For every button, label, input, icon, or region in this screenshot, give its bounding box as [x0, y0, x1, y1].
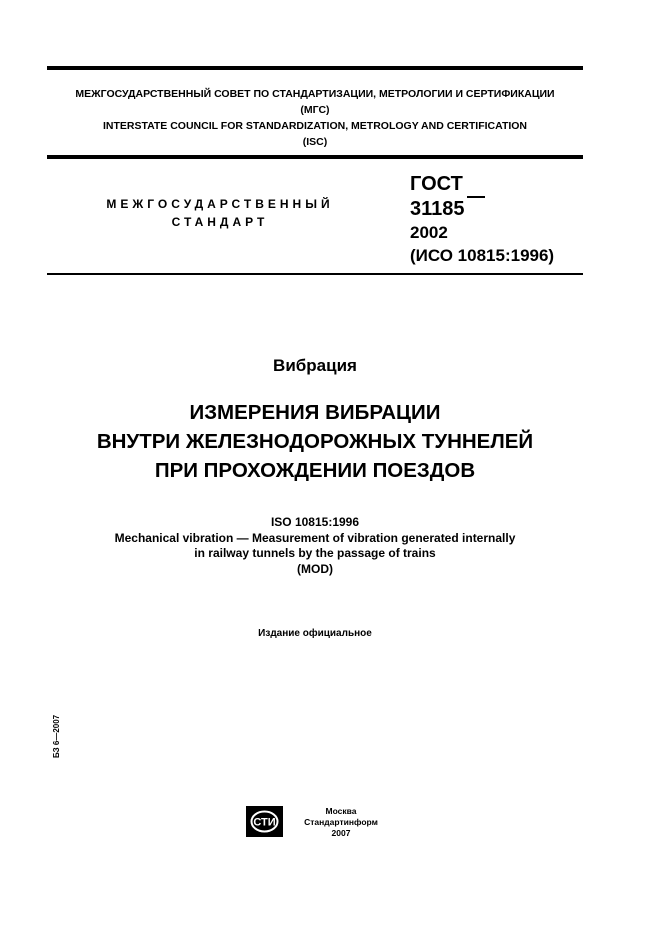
document-title-line2: ВНУТРИ ЖЕЛЕЗНОДОРОЖНЫХ ТУННЕЛЕЙ [96, 430, 534, 453]
gost-dash [467, 196, 485, 198]
publisher-imprint [296, 806, 386, 839]
standard-kind [60, 195, 380, 231]
iso-mod: (MOD) [297, 561, 333, 576]
iso-title-line1: Mechanical vibration — Measurement of vibration generated internally [114, 530, 516, 545]
section-title: Вибрация [273, 356, 357, 375]
publisher-name: Стандартинформ [304, 817, 378, 827]
gost-label: ГОСТ [410, 173, 463, 195]
publisher-city: Москва [325, 806, 357, 816]
council-header [47, 86, 583, 150]
iso-code: ISO 10815:1996 [270, 515, 360, 529]
side-code: БЗ 6—2007 [52, 714, 61, 758]
council-rule [47, 155, 583, 159]
standartinform-logo-icon [246, 806, 283, 837]
gost-iso-ref: (ИСО 10815:1996) [410, 246, 555, 265]
document-title-line1: ИЗМЕРЕНИЯ ВИБРАЦИИ [189, 401, 441, 424]
document-title-line3: ПРИ ПРОХОЖДЕНИИ ПОЕЗДОВ [154, 459, 476, 482]
top-rule [47, 66, 583, 70]
publisher-year: 2007 [331, 828, 351, 838]
council-abbr-en: (ISC) [302, 136, 328, 148]
logo-text: СТИ [253, 816, 276, 829]
gost-designation [410, 173, 554, 267]
standard-kind-line2: СТАНДАРТ [171, 215, 269, 229]
header-rule [47, 273, 583, 275]
council-abbr-ru: (МГС) [300, 104, 330, 116]
edition-label: Издание официальное [258, 628, 372, 639]
gost-year: 2002 [410, 223, 448, 242]
document-title [0, 398, 630, 485]
gost-number: 31185 [410, 198, 465, 220]
gost-number-line [410, 196, 554, 221]
council-name-en: INTERSTATE COUNCIL FOR STANDARDIZATION, METROLOGY AND CERTIFICATION [102, 120, 528, 132]
iso-reference [0, 515, 630, 577]
council-name-ru: МЕЖГОСУДАРСТВЕННЫЙ СОВЕТ ПО СТАНДАРТИЗАЦИИ, МЕТРОЛОГИИ И СЕРТИФИКАЦИИ [75, 88, 555, 100]
iso-title-line2: in railway tunnels by the passage of trains [194, 546, 436, 560]
standard-kind-line1: МЕЖГОСУДАРСТВЕННЫЙ [106, 197, 334, 211]
